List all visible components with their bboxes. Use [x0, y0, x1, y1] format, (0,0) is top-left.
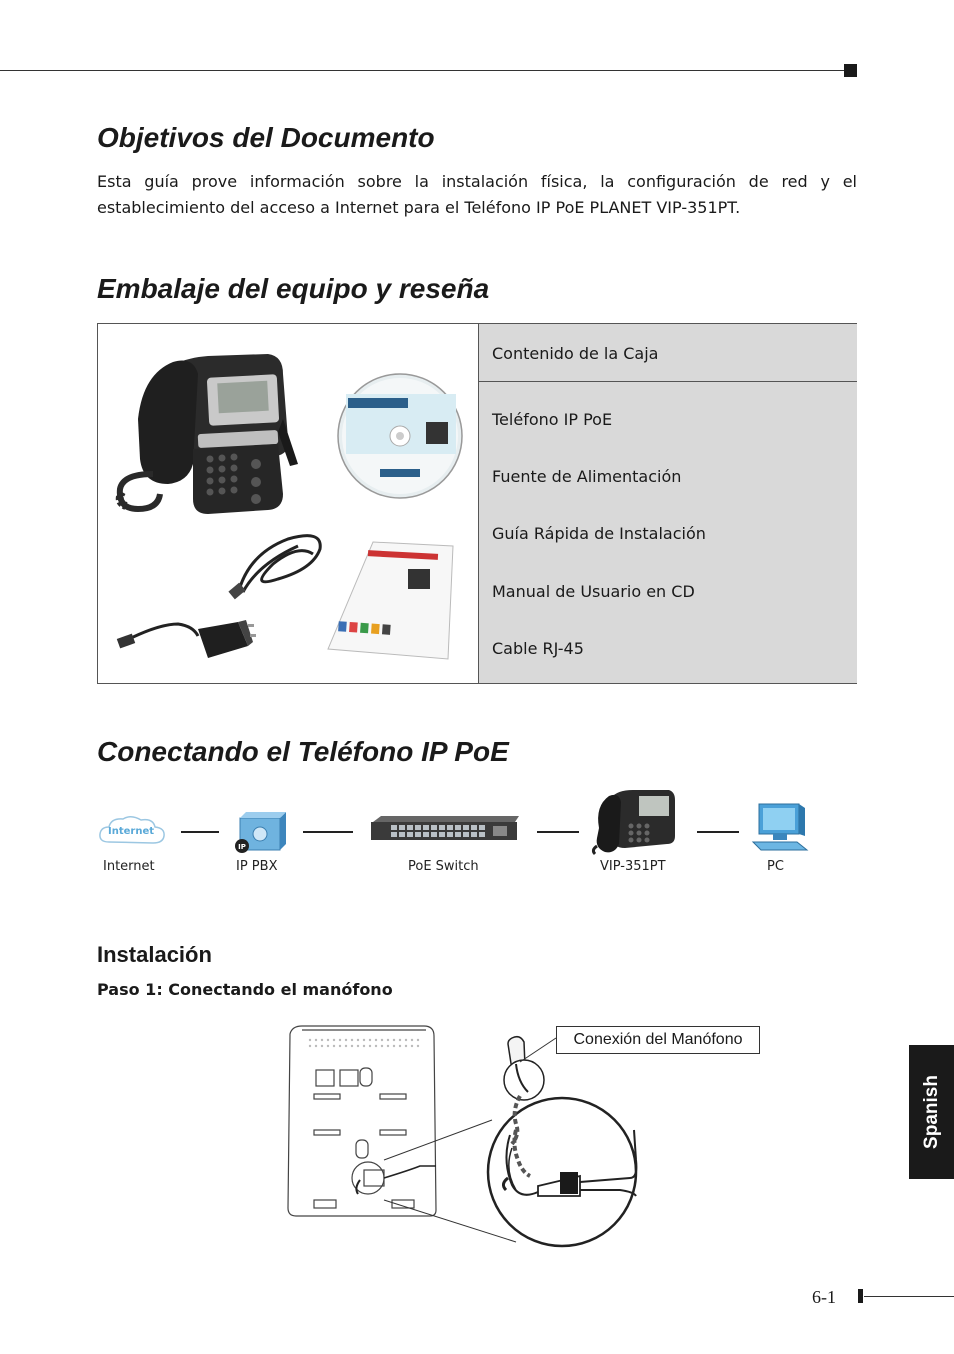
section-title-objetivos: Objetivos del Documento — [97, 122, 435, 153]
pc-icon — [751, 802, 809, 854]
package-contents-illustration — [98, 324, 478, 683]
ip-pbx-icon — [234, 810, 290, 854]
top-rule — [0, 70, 846, 71]
cd-image — [338, 374, 462, 498]
diagram-label-vip-351pt: VIP-351PT — [600, 859, 666, 874]
package-contents-header — [479, 324, 857, 382]
page-number: 6-1 — [812, 1287, 836, 1307]
ip-phone-image — [120, 354, 298, 514]
diagram-label-internet: Internet — [103, 859, 155, 874]
package-item: Manual de Usuario en CD — [492, 582, 695, 601]
top-square-marker — [844, 64, 857, 77]
package-contents-list — [478, 324, 857, 683]
power-adapter-image — [117, 620, 256, 658]
package-contents-table — [97, 323, 857, 684]
language-side-tab-label: Spanish — [920, 1075, 942, 1149]
package-item: Fuente de Alimentación — [492, 467, 682, 486]
diagram-label-pc: PC — [767, 859, 784, 874]
connector-line — [537, 831, 579, 833]
internet-cloud-icon — [97, 812, 167, 848]
language-side-tab — [909, 1045, 954, 1179]
diagram-label-ip-pbx: IP PBX — [236, 859, 278, 874]
package-items-drawing — [98, 324, 478, 683]
connector-line — [303, 831, 353, 833]
vip-phone-icon — [589, 788, 679, 856]
handset-connection-drawing — [280, 1020, 640, 1252]
section-title-conectando: Conectando el Teléfono IP PoE — [97, 736, 509, 767]
ip-badge-text: IP — [238, 843, 246, 851]
footer-rule — [864, 1296, 954, 1297]
package-item: Guía Rápida de Instalación — [492, 524, 706, 543]
diagram-label-poe-switch: PoE Switch — [408, 859, 479, 874]
section-title-embalaje: Embalaje del equipo y reseña — [97, 273, 490, 304]
intro-paragraph: Esta guía prove información sobre la instalación física, la configuración de red y el establecimiento del acceso a Internet para el Teléfono IP PoE PLANET VIP-351PT. — [97, 172, 857, 217]
rj45-cable-image — [228, 536, 320, 600]
connector-line — [697, 831, 739, 833]
package-item: Cable RJ-45 — [492, 639, 584, 658]
footer-marker — [858, 1289, 863, 1303]
quick-guide-image — [328, 542, 453, 659]
handset-connection-callout: Conexión del Manófono — [556, 1026, 760, 1054]
step-1-title: Paso 1: Conectando el manófono — [97, 980, 393, 999]
poe-switch-icon — [369, 814, 521, 844]
network-diagram — [97, 788, 857, 888]
connector-line — [181, 831, 219, 833]
package-contents-header-label: Contenido de la Caja — [492, 344, 659, 363]
package-item: Teléfono IP PoE — [492, 410, 613, 429]
installation-title: Instalación — [97, 942, 212, 967]
cloud-text: Internet — [107, 826, 155, 837]
